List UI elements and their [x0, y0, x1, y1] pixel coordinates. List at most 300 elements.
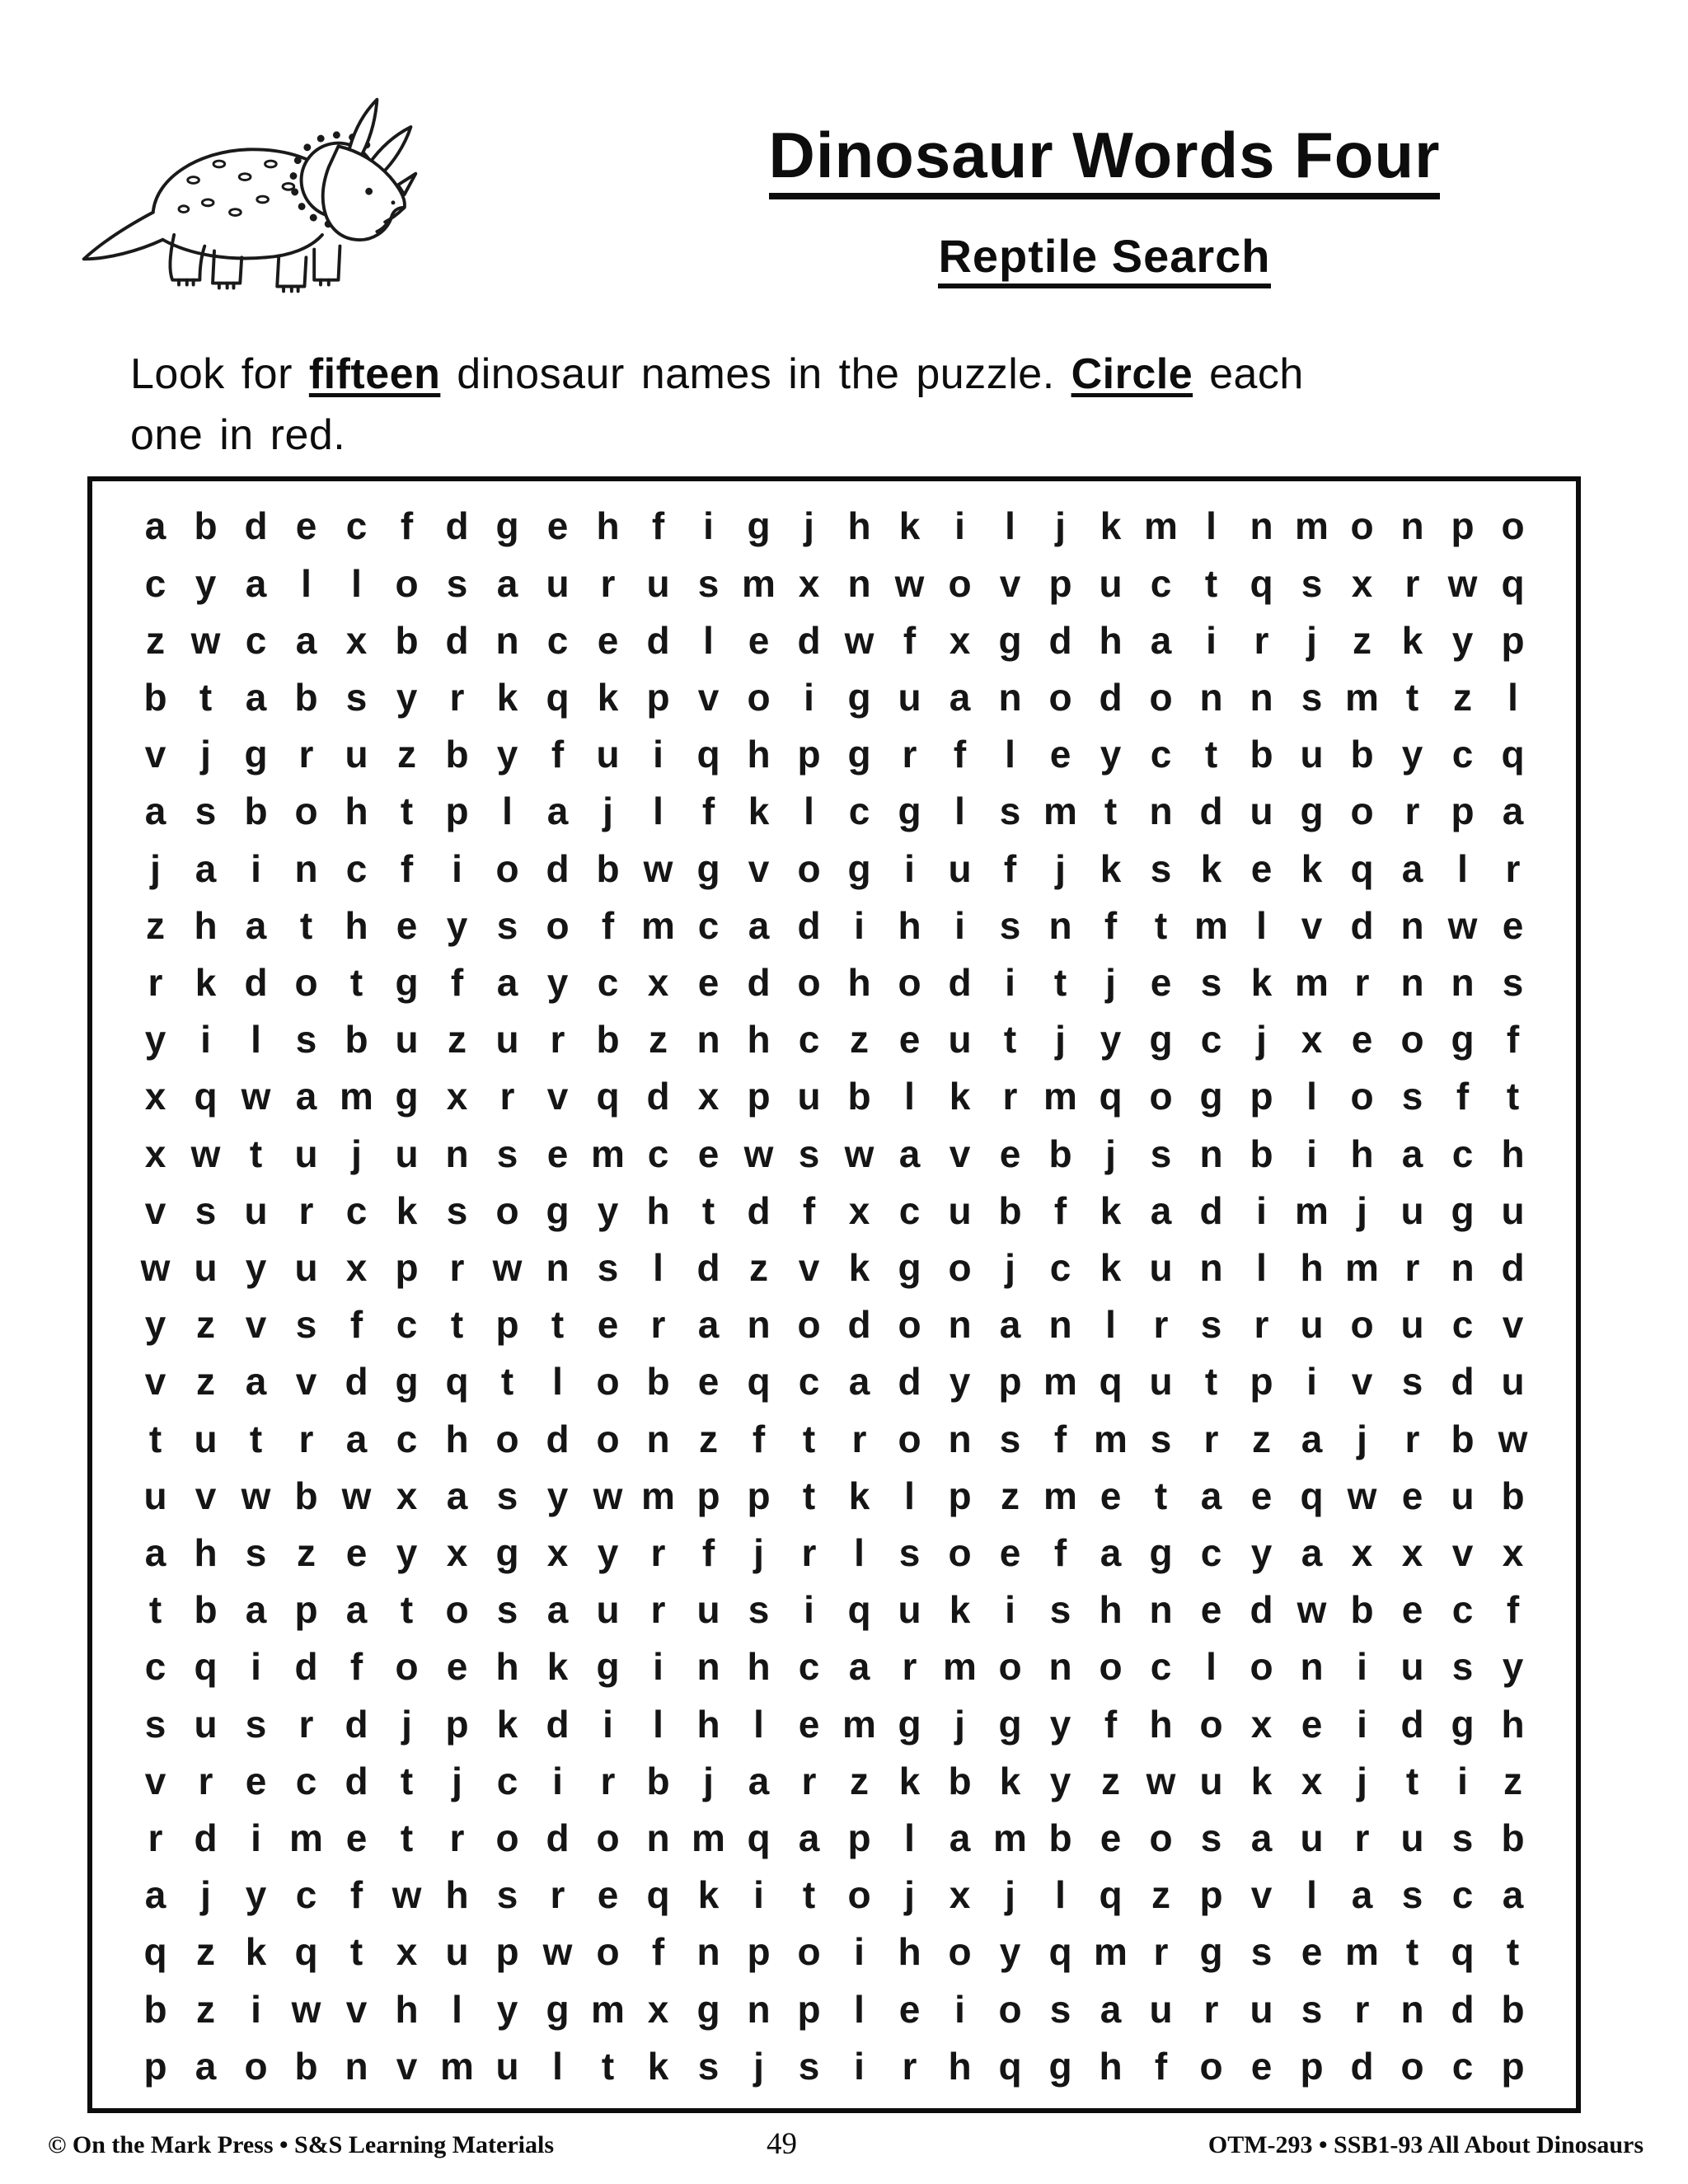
grid-letter: v: [1250, 1873, 1273, 1917]
grid-letter: h: [445, 1417, 469, 1460]
grid-letter: o: [495, 1816, 519, 1859]
grid-letter: s: [496, 1588, 518, 1632]
grid-letter: x: [1401, 1530, 1423, 1574]
grid-letter: f: [1154, 2044, 1168, 2088]
grid-letter: q: [1451, 1930, 1475, 1974]
grid-letter: h: [847, 960, 871, 1004]
grid-letter: p: [747, 1474, 771, 1517]
grid-letter: w: [190, 1132, 221, 1175]
grid-letter: r: [550, 1018, 565, 1062]
header: [0, 0, 1688, 346]
grid-letter: t: [1003, 1018, 1017, 1062]
grid-letter: y: [546, 1474, 569, 1517]
grid-letter: w: [140, 1245, 171, 1289]
grid-letter: s: [1200, 1303, 1222, 1347]
grid-letter: a: [1301, 1530, 1323, 1574]
grid-letter: n: [847, 561, 871, 605]
grid-letter: n: [1451, 1245, 1475, 1289]
grid-row: [130, 1361, 1538, 1403]
grid-letter: h: [646, 1188, 670, 1232]
grid-letter: s: [496, 903, 518, 947]
grid-letter: j: [753, 1530, 764, 1574]
grid-letter: m: [1043, 1360, 1077, 1404]
grid-letter: k: [949, 1588, 971, 1632]
grid-letter: d: [1451, 1360, 1475, 1404]
grid-letter: n: [445, 1132, 469, 1175]
grid-letter: y: [446, 903, 468, 947]
grid-letter: i: [753, 1873, 764, 1917]
grid-letter: l: [854, 1987, 865, 2031]
grid-letter: d: [1199, 790, 1223, 833]
grid-letter: s: [1301, 675, 1323, 719]
grid-letter: q: [143, 1930, 167, 1974]
grid-letter: p: [1451, 790, 1475, 833]
grid-letter: n: [546, 1245, 570, 1289]
grid-letter: t: [349, 960, 363, 1004]
grid-letter: a: [1401, 1132, 1423, 1175]
grid-row: [130, 1931, 1538, 1973]
grid-letter: h: [345, 790, 368, 833]
grid-letter: t: [400, 1816, 414, 1859]
grid-row: [130, 1532, 1538, 1574]
grid-letter: e: [898, 1018, 921, 1062]
grid-letter: p: [948, 1474, 972, 1517]
grid-letter: a: [848, 1645, 870, 1689]
grid-letter: d: [345, 1759, 368, 1802]
grid-letter: y: [245, 1245, 267, 1289]
grid-letter: x: [446, 1530, 468, 1574]
grid-letter: p: [1250, 1360, 1273, 1404]
grid-letter: p: [445, 1702, 469, 1746]
grid-letter: n: [747, 1303, 771, 1347]
grid-letter: b: [395, 618, 419, 662]
grid-letter: q: [194, 1075, 218, 1118]
grid-letter: x: [345, 1245, 368, 1289]
grid-letter: p: [495, 1930, 519, 1974]
grid-letter: y: [1049, 1702, 1071, 1746]
grid-letter: q: [847, 1588, 871, 1632]
grid-letter: p: [1250, 1075, 1273, 1118]
grid-letter: p: [1501, 618, 1525, 662]
grid-letter: c: [798, 1645, 820, 1689]
grid-letter: u: [1149, 1987, 1173, 2031]
grid-letter: l: [1306, 1873, 1317, 1917]
grid-letter: j: [1105, 1132, 1116, 1175]
grid-letter: z: [1101, 1759, 1120, 1802]
grid-letter: r: [650, 1530, 666, 1574]
grid-letter: l: [1105, 1303, 1116, 1347]
grid-letter: c: [1451, 733, 1474, 776]
grid-row: [130, 1190, 1538, 1232]
grid-letter: p: [847, 1816, 871, 1859]
grid-letter: s: [144, 1702, 166, 1746]
grid-letter: u: [948, 846, 972, 890]
grid-letter: g: [747, 504, 771, 548]
grid-letter: f: [1506, 1588, 1520, 1632]
grid-letter: r: [1404, 561, 1420, 605]
grid-letter: r: [298, 1702, 314, 1746]
grid-letter: c: [848, 790, 870, 833]
grid-letter: i: [1206, 618, 1217, 662]
grid-letter: r: [298, 1417, 314, 1460]
grid-letter: u: [797, 1075, 821, 1118]
grid-letter: s: [446, 1188, 468, 1232]
grid-letter: g: [546, 1987, 570, 2031]
grid-letter: k: [949, 1075, 971, 1118]
grid-letter: l: [351, 561, 362, 605]
footer: [0, 2127, 1688, 2161]
grid-letter: y: [1100, 733, 1122, 776]
grid-letter: i: [1457, 1759, 1468, 1802]
grid-letter: m: [641, 903, 675, 947]
grid-row: [130, 962, 1538, 1004]
grid-letter: w: [291, 1987, 321, 2031]
grid-letter: c: [295, 1759, 317, 1802]
grid-letter: w: [1146, 1759, 1176, 1802]
grid-letter: j: [200, 733, 211, 776]
grid-letter: w: [1347, 1474, 1377, 1517]
grid-letter: m: [742, 561, 776, 605]
grid-letter: b: [1451, 1417, 1475, 1460]
grid-letter: a: [1150, 618, 1172, 662]
grid-letter: c: [647, 1132, 669, 1175]
grid-letter: a: [898, 1132, 921, 1175]
grid-letter: k: [1250, 960, 1273, 1004]
grid-letter: j: [452, 1759, 462, 1802]
grid-letter: y: [1401, 733, 1423, 776]
grid-row: [130, 1874, 1538, 1916]
grid-letter: s: [1451, 1816, 1474, 1859]
grid-letter: c: [345, 1188, 368, 1232]
grid-letter: e: [1301, 1930, 1323, 1974]
grid-letter: o: [1149, 675, 1173, 719]
grid-letter: g: [1199, 1075, 1223, 1118]
grid-letter: l: [1206, 504, 1217, 548]
grid-letter: w: [743, 1132, 774, 1175]
grid-letter: k: [1250, 1759, 1273, 1802]
grid-letter: y: [999, 1930, 1021, 1974]
grid-letter: t: [802, 1873, 816, 1917]
grid-letter: u: [294, 1132, 318, 1175]
instructions-keyword-circle: Circle: [1071, 350, 1193, 398]
grid-letter: o: [445, 1588, 469, 1632]
grid-letter: l: [904, 1075, 915, 1118]
grid-letter: e: [798, 1702, 820, 1746]
grid-letter: t: [400, 1588, 414, 1632]
grid-letter: x: [144, 1075, 166, 1118]
grid-letter: k: [1100, 846, 1122, 890]
grid-letter: g: [546, 1188, 570, 1232]
grid-letter: g: [847, 846, 871, 890]
grid-letter: a: [245, 1360, 267, 1404]
grid-letter: h: [898, 903, 921, 947]
grid-row: [130, 1247, 1538, 1289]
grid-letter: u: [1199, 1759, 1223, 1802]
grid-letter: e: [1250, 2044, 1273, 2088]
grid-letter: i: [904, 846, 915, 890]
grid-letter: r: [1354, 1987, 1370, 2031]
grid-letter: s: [345, 675, 368, 719]
grid-letter: d: [847, 1303, 871, 1347]
grid-letter: i: [954, 903, 965, 947]
grid-letter: t: [148, 1588, 162, 1632]
grid-letter: r: [851, 1417, 867, 1460]
grid-letter: c: [1451, 1873, 1474, 1917]
grid-letter: s: [245, 1530, 267, 1574]
grid-letter: l: [1256, 903, 1267, 947]
grid-letter: o: [1250, 1645, 1273, 1689]
grid-letter: q: [747, 1816, 771, 1859]
grid-letter: r: [148, 960, 163, 1004]
grid-letter: n: [1300, 1645, 1324, 1689]
grid-letter: r: [1254, 1303, 1269, 1347]
grid-letter: t: [400, 790, 414, 833]
grid-letter: x: [848, 1188, 870, 1232]
grid-letter: z: [1503, 1759, 1522, 1802]
grid-letter: w: [341, 1474, 372, 1517]
grid-letter: k: [848, 1245, 870, 1289]
grid-letter: l: [653, 1245, 663, 1289]
grid-letter: v: [144, 1188, 166, 1232]
grid-letter: q: [1099, 1873, 1123, 1917]
grid-letter: v: [144, 733, 166, 776]
grid-row: [130, 905, 1538, 947]
grid-letter: j: [1055, 504, 1066, 548]
grid-letter: d: [646, 618, 670, 662]
grid-letter: z: [850, 1759, 869, 1802]
grid-letter: m: [1094, 1417, 1128, 1460]
grid-letter: e: [345, 1816, 368, 1859]
grid-letter: m: [289, 1816, 323, 1859]
grid-letter: r: [801, 1530, 817, 1574]
grid-letter: d: [747, 960, 771, 1004]
grid-letter: l: [653, 1702, 663, 1746]
grid-letter: l: [1306, 1075, 1317, 1118]
grid-letter: z: [297, 1530, 316, 1574]
grid-letter: c: [396, 1417, 418, 1460]
grid-letter: o: [495, 1188, 519, 1232]
grid-letter: c: [1049, 1245, 1071, 1289]
grid-letter: f: [1053, 1417, 1067, 1460]
grid-letter: v: [697, 675, 720, 719]
grid-letter: k: [496, 675, 518, 719]
grid-letter: z: [196, 1303, 215, 1347]
grid-letter: c: [798, 1018, 820, 1062]
grid-letter: r: [650, 1303, 666, 1347]
grid-letter: f: [551, 733, 565, 776]
grid-letter: m: [1295, 1188, 1329, 1232]
grid-letter: i: [954, 504, 965, 548]
grid-letter: k: [1100, 1188, 1122, 1232]
grid-letter: w: [241, 1474, 271, 1517]
grid-letter: d: [1350, 903, 1374, 947]
grid-letter: w: [894, 561, 925, 605]
grid-letter: e: [1301, 1702, 1323, 1746]
grid-letter: o: [1350, 1303, 1374, 1347]
grid-letter: d: [696, 1245, 720, 1289]
grid-letter: q: [1501, 733, 1525, 776]
grid-letter: c: [697, 903, 720, 947]
grid-letter: y: [1049, 1759, 1071, 1802]
grid-letter: y: [144, 1303, 166, 1347]
grid-letter: e: [1401, 1474, 1423, 1517]
grid-letter: i: [452, 846, 462, 890]
grid-letter: i: [804, 1588, 814, 1632]
grid-letter: s: [748, 1588, 770, 1632]
grid-letter: q: [1300, 1474, 1324, 1517]
grid-letter: t: [601, 2044, 615, 2088]
grid-letter: k: [999, 1759, 1021, 1802]
grid-letter: c: [1200, 1530, 1222, 1574]
grid-letter: h: [948, 2044, 972, 2088]
grid-letter: d: [898, 1360, 921, 1404]
grid-letter: i: [804, 675, 814, 719]
grid-letter: s: [798, 2044, 820, 2088]
grid-letter: k: [748, 790, 770, 833]
grid-letter: g: [495, 504, 519, 548]
grid-letter: v: [295, 1360, 317, 1404]
grid-letter: m: [1345, 675, 1379, 719]
grid-letter: o: [1149, 1816, 1173, 1859]
grid-letter: l: [301, 561, 312, 605]
grid-letter: d: [1501, 1245, 1525, 1289]
grid-letter: m: [842, 1702, 876, 1746]
page-number: 49: [767, 2127, 797, 2161]
grid-letter: h: [1099, 2044, 1123, 2088]
grid-letter: i: [552, 1759, 563, 1802]
grid-letter: g: [395, 1075, 419, 1118]
grid-letter: d: [646, 1075, 670, 1118]
grid-letter: t: [1204, 561, 1218, 605]
grid-letter: o: [948, 561, 972, 605]
grid-letter: j: [1357, 1417, 1367, 1460]
grid-letter: d: [948, 960, 972, 1004]
grid-letter: a: [1100, 1530, 1122, 1574]
grid-letter: h: [847, 504, 871, 548]
grid-letter: h: [194, 1530, 218, 1574]
grid-letter: b: [1350, 1588, 1374, 1632]
grid-letter: a: [748, 903, 770, 947]
grid-letter: k: [898, 504, 921, 548]
grid-letter: k: [647, 2044, 669, 2088]
grid-letter: c: [245, 618, 267, 662]
grid-letter: x: [647, 1987, 669, 2031]
grid-letter: v: [546, 1075, 569, 1118]
grid-letter: t: [199, 675, 213, 719]
grid-letter: x: [798, 561, 820, 605]
grid-letter: m: [1345, 1245, 1379, 1289]
grid-letter: m: [993, 1816, 1027, 1859]
grid-letter: c: [345, 846, 368, 890]
grid-letter: z: [1353, 618, 1372, 662]
grid-letter: s: [697, 2044, 720, 2088]
grid-letter: l: [552, 1360, 563, 1404]
grid-letter: w: [1447, 561, 1478, 605]
grid-letter: u: [395, 1018, 419, 1062]
grid-letter: a: [1100, 1987, 1122, 2031]
footer-code: OTM-293 • SSB1-93 All About Dinosaurs: [1207, 2131, 1643, 2158]
grid-letter: i: [1005, 960, 1015, 1004]
grid-letter: n: [1199, 675, 1223, 719]
grid-letter: l: [1256, 1245, 1267, 1289]
instructions-line1: [130, 344, 1581, 405]
grid-letter: z: [196, 1987, 215, 2031]
grid-letter: d: [546, 846, 570, 890]
grid-letter: r: [1153, 1303, 1169, 1347]
grid-letter: n: [1400, 504, 1424, 548]
grid-letter: n: [948, 1303, 972, 1347]
grid-letter: x: [647, 960, 669, 1004]
grid-letter: s: [1451, 1645, 1474, 1689]
grid-letter: w: [392, 1873, 422, 1917]
grid-letter: z: [146, 618, 165, 662]
grid-letter: u: [1400, 1645, 1424, 1689]
grid-letter: z: [850, 1018, 869, 1062]
grid-letter: a: [1502, 790, 1524, 833]
grid-letter: l: [1507, 675, 1518, 719]
grid-letter: s: [697, 561, 720, 605]
grid-letter: h: [747, 733, 771, 776]
grid-letter: x: [1351, 561, 1373, 605]
grid-letter: y: [496, 1987, 518, 2031]
grid-letter: z: [448, 1018, 467, 1062]
grid-letter: w: [542, 1930, 573, 1974]
grid-letter: g: [998, 618, 1022, 662]
grid-letter: v: [1502, 1303, 1524, 1347]
grid-letter: h: [1501, 1132, 1525, 1175]
grid-letter: l: [502, 790, 513, 833]
grid-row: [130, 1646, 1538, 1688]
grid-letter: k: [898, 1759, 921, 1802]
grid-row: [130, 677, 1538, 719]
instructions-text: each: [1193, 350, 1304, 398]
grid-letter: g: [395, 960, 419, 1004]
grid-letter: g: [395, 1360, 419, 1404]
grid-letter: t: [701, 1188, 715, 1232]
grid-letter: k: [597, 675, 619, 719]
grid-letter: a: [697, 1303, 720, 1347]
grid-letter: s: [496, 1474, 518, 1517]
grid-letter: f: [349, 1303, 363, 1347]
grid-letter: z: [1151, 1873, 1170, 1917]
grid-letter: d: [546, 1702, 570, 1746]
grid-letter: h: [395, 1987, 419, 2031]
grid-letter: a: [1301, 1417, 1323, 1460]
grid-letter: r: [198, 1759, 213, 1802]
grid-letter: s: [999, 1417, 1021, 1460]
grid-letter: c: [396, 1303, 418, 1347]
grid-letter: q: [1350, 846, 1374, 890]
grid-letter: b: [998, 1188, 1022, 1232]
grid-letter: h: [495, 1645, 519, 1689]
grid-letter: e: [1150, 960, 1172, 1004]
grid-letter: n: [1149, 1588, 1173, 1632]
grid-letter: d: [1400, 1702, 1424, 1746]
grid-letter: c: [1451, 2044, 1474, 2088]
grid-letter: f: [1506, 1018, 1520, 1062]
grid-letter: v: [1451, 1530, 1474, 1574]
grid-letter: t: [148, 1417, 162, 1460]
grid-letter: n: [1048, 1303, 1072, 1347]
grid-letter: o: [948, 1930, 972, 1974]
grid-letter: u: [1501, 1360, 1525, 1404]
grid-letter: o: [797, 846, 821, 890]
grid-letter: j: [904, 1873, 915, 1917]
grid-letter: j: [1357, 1759, 1367, 1802]
grid-letter: l: [452, 1987, 462, 2031]
grid-letter: e: [1100, 1474, 1122, 1517]
grid-row: [130, 1817, 1538, 1859]
